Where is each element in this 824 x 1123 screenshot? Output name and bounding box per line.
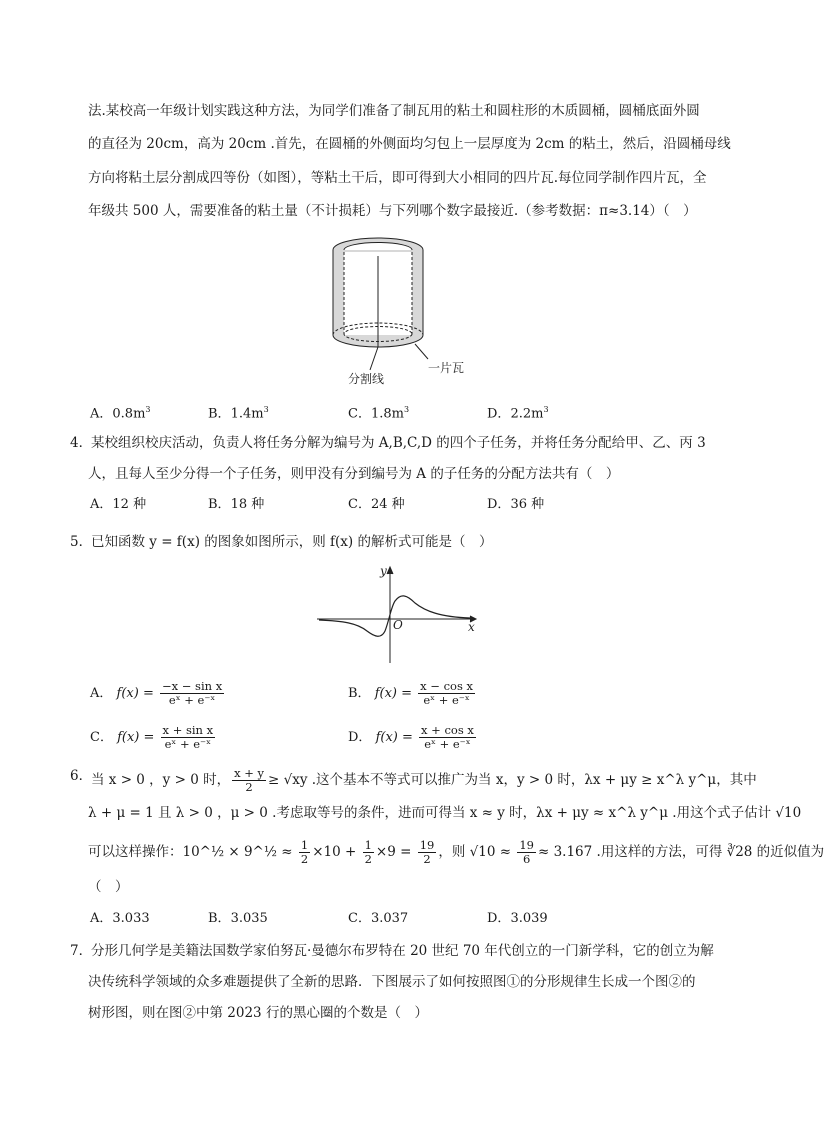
q7-line-2: 决传统科学领域的众多难题提供了全新的思路．下图展示了如何按照图①的分形规律生长成一个图②的 bbox=[88, 974, 696, 990]
q4-line-1: 某校组织校庆活动，负责人将任务分解为编号为 A,B,C,D 的四个子任务，并将任务分配给甲、乙、丙 3 bbox=[91, 435, 706, 451]
q6-option-a[interactable]: A．3.033 bbox=[90, 911, 150, 926]
q3-option-b[interactable]: B．$1.4m^3$ bbox=[208, 405, 269, 422]
q3-option-d[interactable]: D．$2.2m^3$ bbox=[487, 405, 549, 422]
cylinder-figure bbox=[300, 228, 480, 390]
q3-line-1: 法.某校高一年级计划实践这种方法，为同学们准备了制瓦用的粘土和圆柱形的木质圆桶，圆桶底面外圆 bbox=[88, 103, 700, 119]
q3-line-4: 年级共 500 人，需要准备的粘土量（不计损耗）与下列哪个数字最接近.（参考数据：π≈3.14）（ ） bbox=[88, 203, 697, 219]
q4-option-b[interactable]: B．18 种 bbox=[208, 497, 265, 512]
q5-option-c[interactable]: C． f(x) = $\frac{\text{x + sin x}}{\text{eˣ + e⁻ˣ}}$ bbox=[90, 723, 214, 751]
q7-line-3: 树形图，则在图②中第 2023 行的黑心圈的个数是（ ） bbox=[88, 1005, 428, 1021]
q5-option-b[interactable]: B． f(x) = $\frac{\text{x − cos x}}{\text{eˣ + e⁻ˣ}}$ bbox=[348, 679, 473, 707]
q6-option-c[interactable]: C．3.037 bbox=[348, 911, 409, 926]
origin-label: O bbox=[393, 618, 403, 632]
tile-label: 一片瓦 bbox=[428, 361, 465, 375]
q3-option-c[interactable]: C．$1.8m^3$ bbox=[348, 405, 410, 422]
q3-line-2: 的直径为 20cm，高为 20cm .首先，在圆桶的外侧面均匀包上一层厚度为 2cm 的粘土，然后，沿圆桶母线 bbox=[88, 136, 731, 152]
q5-option-d[interactable]: D． f(x) = $\frac{\text{x + cos x}}{\text{eˣ + e⁻ˣ}}$ bbox=[348, 723, 474, 751]
q4-option-d[interactable]: D．36 种 bbox=[487, 497, 545, 512]
q6-option-b[interactable]: B．3.035 bbox=[208, 911, 268, 926]
q4-option-a[interactable]: A．12 种 bbox=[90, 497, 147, 512]
q3-line-3: 方向将粘土层分割成四等份（如图），等粘土干后，即可得到大小相同的四片瓦.每位同学制作四片瓦，全 bbox=[88, 170, 707, 186]
split-line-label: 分割线 bbox=[348, 372, 385, 386]
q6-line-1: 当 x > 0 ，y > 0 时， $\frac{x + y}{2}$ ≥ √xy .这个基本不等式可以推广为当 x，y > 0 时，λx + μy ≥ x^λ y^μ，其中 bbox=[91, 766, 757, 794]
q7-number: 7． bbox=[70, 943, 93, 959]
q5-option-a[interactable]: A． f(x) = $\frac{\text{−x − sin x}}{\text{eˣ + e⁻ˣ}}$ bbox=[90, 679, 223, 707]
q6-number: 6． bbox=[70, 768, 93, 784]
y-axis-label: y bbox=[380, 564, 387, 578]
q6-line-2: λ + μ = 1 且 λ > 0 ，μ > 0 .考虑取等号的条件，进而可得当 x ≈ y 时，λx + μy ≈ x^λ y^μ .用这个式子估计 √10 bbox=[88, 805, 802, 821]
q5-number: 5． bbox=[70, 534, 93, 550]
x-axis-label: x bbox=[468, 620, 475, 634]
q4-option-c[interactable]: C．24 种 bbox=[348, 497, 405, 512]
q5-line-1: 已知函数 y = f(x) 的图象如图所示，则 f(x) 的解析式可能是（ ） bbox=[91, 534, 493, 550]
q6-line-3: 可以这样操作：10^½ × 9^½ ≈ $\frac{1}{2}$ ×10 + $\frac{1}{2}$ ×9 = $\frac{19}{2}$ ，则 √10 ≈ $\frac{19}{6}$ ≈ 3.167 .用这样的方法，可得 ∛28 的近似值为 bbox=[88, 838, 824, 866]
q4-number: 4． bbox=[70, 435, 93, 451]
q4-line-2: 人，且每人至少分得一个子任务，则甲没有分到编号为 A 的子任务的分配方法共有（ ） bbox=[88, 466, 620, 482]
q7-line-1: 分形几何学是美籍法国数学家伯努瓦·曼德尔布罗特在 20 世纪 70 年代创立的一门新学科，它的创立为解 bbox=[91, 943, 714, 959]
q6-option-d[interactable]: D．3.039 bbox=[487, 911, 548, 926]
q6-line-4: （ ） bbox=[88, 879, 129, 895]
q3-option-a[interactable]: A．$0.8m^3$ bbox=[90, 405, 151, 422]
function-graph bbox=[315, 563, 480, 667]
